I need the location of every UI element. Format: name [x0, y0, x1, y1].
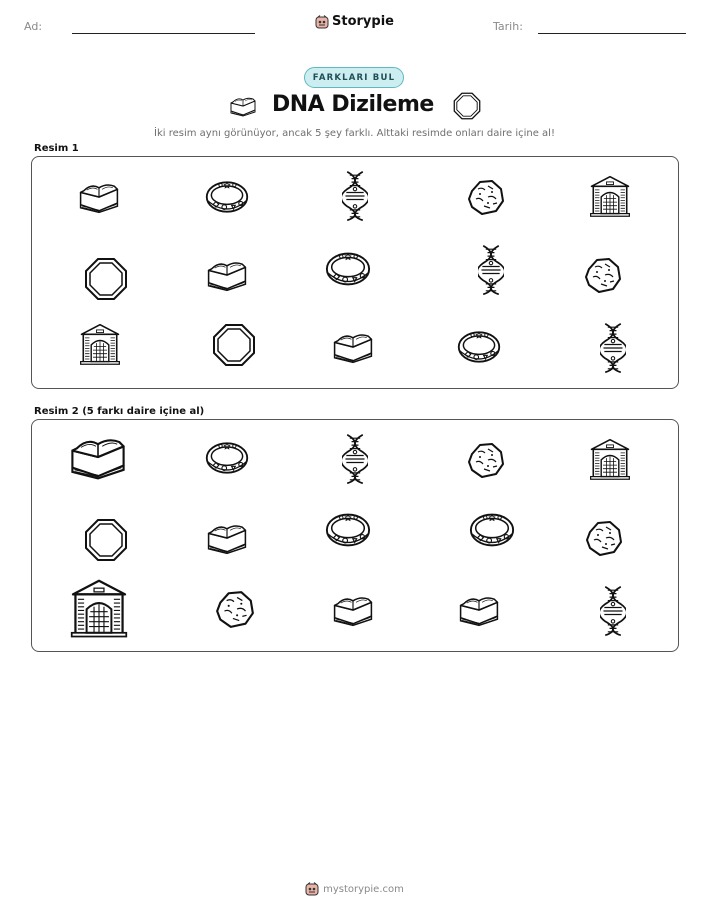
- dna-icon: [342, 169, 368, 223]
- ring-icon: [324, 249, 372, 289]
- ring-icon[interactable]: [204, 438, 250, 478]
- page-title: DNA Dizileme: [272, 92, 434, 117]
- dna-icon[interactable]: [342, 432, 368, 486]
- activity-badge: FARKLARI BUL: [304, 67, 404, 88]
- brand-logo: [0, 14, 709, 29]
- rock-icon[interactable]: [584, 518, 624, 558]
- name-line[interactable]: [72, 33, 255, 34]
- title-row: [0, 92, 709, 126]
- rock-icon[interactable]: [214, 588, 256, 630]
- book-icon: [204, 257, 250, 293]
- octagon-icon[interactable]: [84, 518, 128, 562]
- octagon-icon: [84, 257, 128, 301]
- book-icon: [330, 329, 376, 365]
- footer: [0, 882, 709, 896]
- ring-icon: [204, 177, 250, 217]
- picture2-label: Resim 2 (5 farkı daire içine al): [34, 406, 205, 417]
- library-icon[interactable]: [68, 576, 130, 640]
- ring-icon: [456, 327, 502, 367]
- book-icon[interactable]: [330, 592, 376, 628]
- dna-icon: [600, 321, 626, 375]
- rock-icon[interactable]: [466, 440, 506, 480]
- ring-icon[interactable]: [324, 510, 372, 550]
- dna-icon[interactable]: [600, 584, 626, 638]
- footer-url[interactable]: mystorypie.com: [323, 884, 404, 895]
- library-icon: [588, 173, 632, 219]
- picture2-panel: [31, 419, 679, 652]
- octagon-icon: [212, 323, 256, 367]
- instructions: İki resim aynı görünüyor, ancak 5 şey farklı. Alttaki resimde onları daire içine al!: [154, 128, 555, 139]
- brand-name: Storypie: [332, 14, 394, 29]
- date-label: Tarih:: [493, 20, 523, 33]
- book-icon[interactable]: [66, 432, 130, 482]
- book-icon: [76, 179, 122, 215]
- library-icon[interactable]: [588, 436, 632, 482]
- book-icon[interactable]: [456, 592, 502, 628]
- book-icon: [228, 95, 258, 117]
- rock-icon: [466, 177, 506, 217]
- library-icon: [78, 321, 122, 367]
- book-icon[interactable]: [204, 520, 250, 556]
- ring-icon[interactable]: [468, 510, 516, 550]
- picture1-panel: [31, 156, 679, 389]
- storypie-mascot-icon: [315, 15, 329, 29]
- rock-icon: [583, 255, 623, 295]
- name-label: Ad:: [24, 20, 43, 33]
- dna-icon: [478, 243, 504, 297]
- octagon-icon: [453, 92, 481, 120]
- date-line[interactable]: [538, 33, 686, 34]
- picture1-label: Resim 1: [34, 143, 79, 154]
- storypie-mascot-icon: [305, 882, 319, 896]
